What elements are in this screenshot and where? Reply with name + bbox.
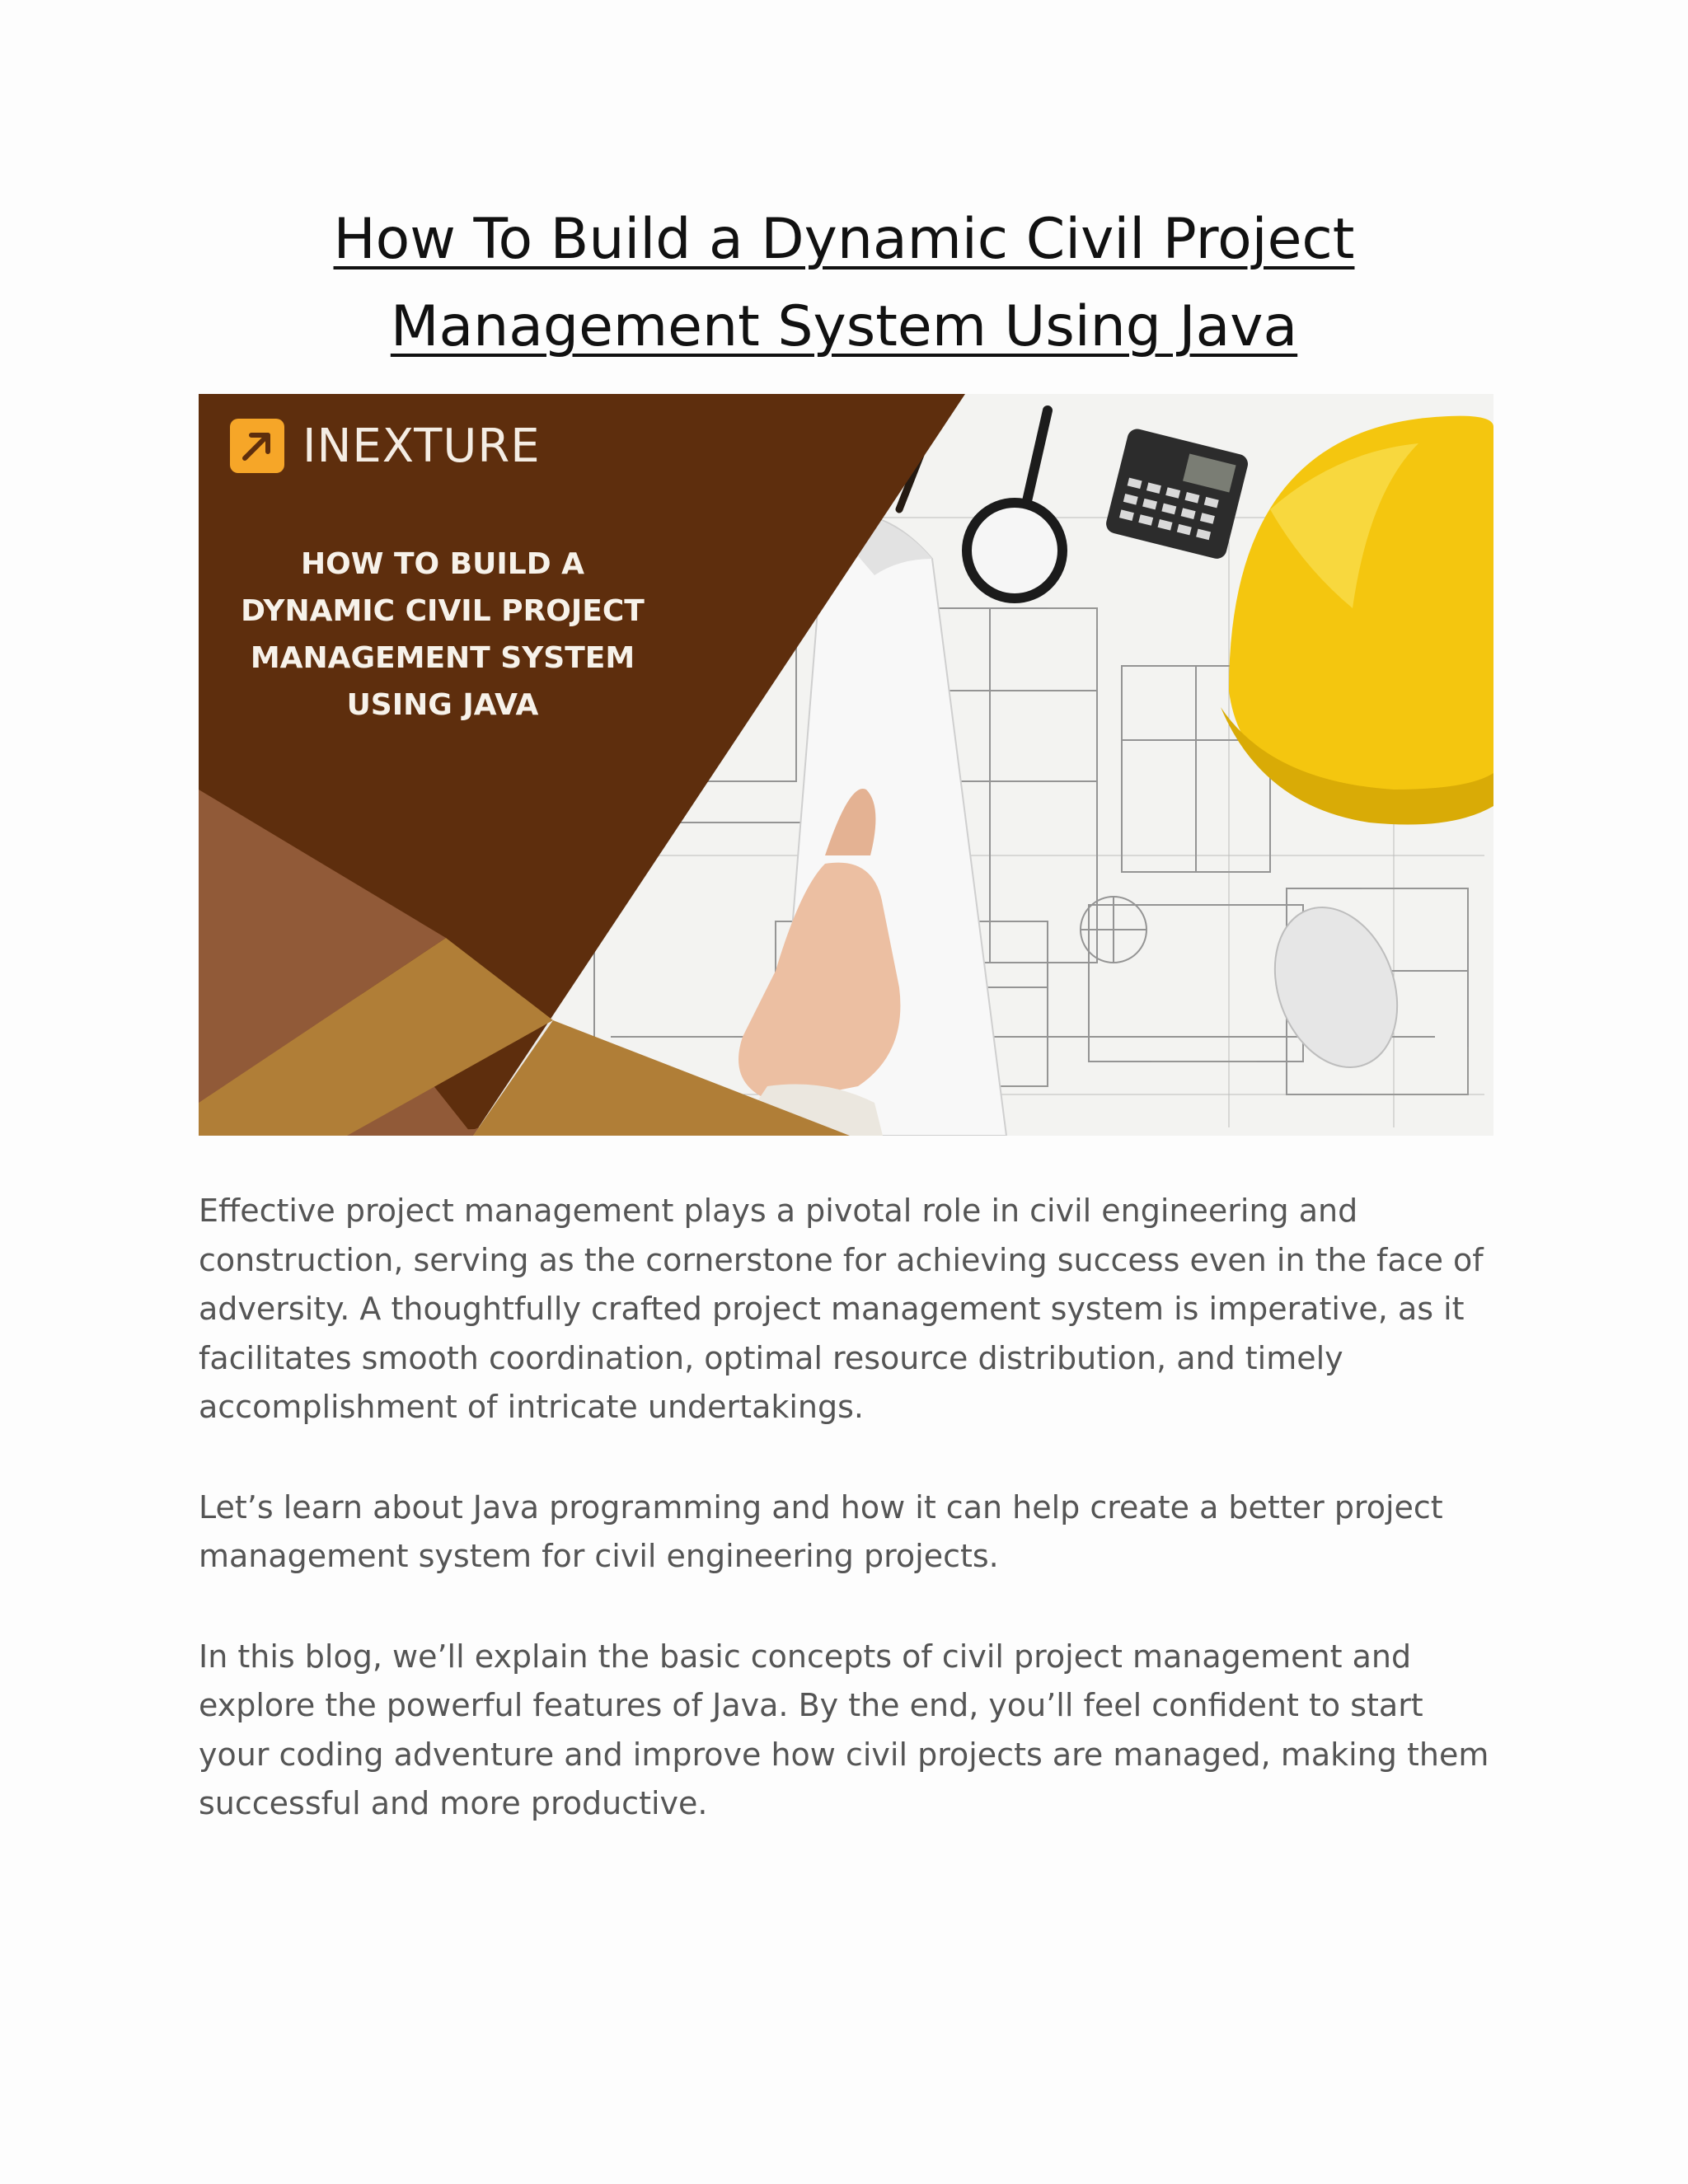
hero-brand-logo [230,419,541,473]
page-title-line-2: Management System Using Java [390,294,1298,359]
page-title-line-1: How To Build a Dynamic Civil Project [333,207,1355,272]
article-body [199,1187,1493,1880]
paragraph: Effective project management plays a pivotal role in civil engineering and construction, serving as the cornerstone for achieving success even in the face of adversity. A thoughtfully crafted project management system is imperative, as it facilitates smooth coordination, optimal resource distribution, and timely accomplishment of intricate undertakings. [199,1193,1484,1425]
hero-brand-name: INEXTURE [302,419,541,473]
page-title [198,196,1490,371]
paragraph: In this blog, we’ll explain the basic concepts of civil project management and explore the powerful features of Java. By the end, you’ll feel confident to start your coding adventure and improve how civil projects are managed, making them successful and more productive. [199,1638,1489,1821]
hero-image [199,394,1493,1136]
brand-arrow-icon [230,419,284,473]
hero-illustration [199,394,1493,1136]
hero-heading: HOW TO BUILD A DYNAMIC CIVIL PROJECT MANAGEMENT SYSTEM USING JAVA [241,547,645,722]
paragraph: Let’s learn about Java programming and how it can help create a better project management system for civil engineering projects. [199,1488,1443,1574]
